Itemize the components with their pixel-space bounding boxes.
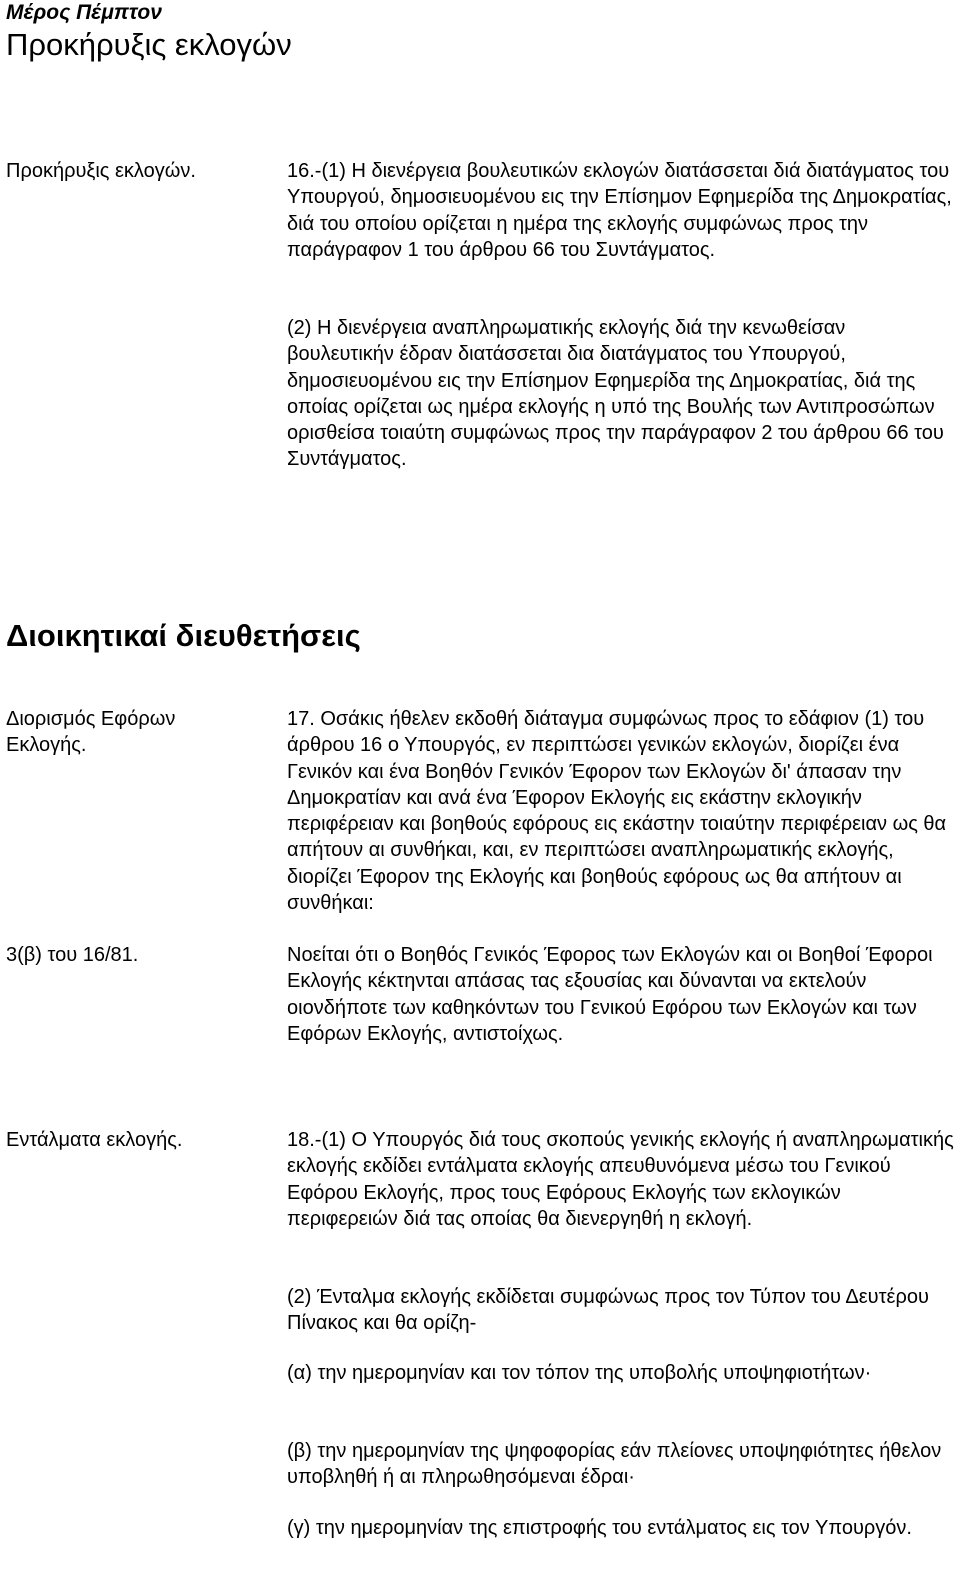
part-label: Μέρος Πέμπτον <box>6 1 162 24</box>
paragraph-s16-2: (2) Η διενέργεια αναπληρωματικής εκλογής διά την κενωθείσαν βουλευτικήν έδραν διατάσσεται δια διατάγματος του Υπουργού, δημοσιευομένου εις την Επίσημον Εφημερίδα της Δημοκρατίας, διά της οποίας ορίζεται ως ημέρα εκλογής η υπό της Βουλής των Αντιπροσώπων ορισθείσα τοιαύτη συμφώνως προς την παράγραφον 2 του άρθρου 66 του Συντάγματος. <box>287 317 944 471</box>
list-item-s18-a: (α) την ημερομηνίαν και τον τόπον της υποβολής υποψηφιοτήτων· <box>287 1362 872 1384</box>
paragraph-s18-1: 18.-(1) Ο Υπουργός διά τους σκοπούς γενικής εκλογής ή αναπληρωματικής εκλογής εκδίδει εντάλματα εκλογής απευθυνόμενα μέσω του Γενικού Εφόρου Εκλογής, προς τους Εφόρους Εκλογής των εκλογικών περιφερειών διά τας οποίας θα διενεργηθή η εκλογή. <box>287 1129 954 1230</box>
paragraph-s18-2: (2) Ένταλμα εκλογής εκδίδεται συμφώνως προς τον Τύπον του Δευτέρου Πίνακος και θα ορίζη- <box>287 1286 929 1335</box>
margin-note-s17: Διορισμός Εφόρων Εκλογής. <box>6 708 176 757</box>
list-item-s18-c: (γ) την ημερομηνίαν της επιστροφής του εντάλματος εις τον Υπουργόν. <box>287 1517 912 1539</box>
section-heading-admin: Διοικητικαί διευθετήσεις <box>6 618 361 653</box>
amendment-note-s17: 3(β) του 16/81. <box>6 944 139 966</box>
paragraph-s17-2: Νοείται ότι ο Βοηθός Γενικός Έφορος των Εκλογών και οι Βοηθοί Έφοροι Εκλογής κέκτηνται απάσας τας εξουσίας και δύνανται να εκτελούν οιονδήποτε των καθηκόντων του Γενικού Εφόρου των Εκλογών και των Εφόρων Εκλογής, αντιστοίχως. <box>287 944 933 1045</box>
paragraph-s16-1: 16.-(1) Η διενέργεια βουλευτικών εκλογών διατάσσεται διά διατάγματος του Υπουργού, δημοσιευομένου εις την Επίσημον Εφημερίδα της Δημοκρατίας, διά του οποίου ορίζεται η ημέρα της εκλογής συμφώνως προς την παράγραφον 1 του άρθρου 66 του Συντάγματος. <box>287 160 952 261</box>
part-title: Προκήρυξις εκλογών <box>6 27 292 62</box>
paragraph-s17-1: 17. Οσάκις ήθελεν εκδοθή διάταγμα συμφώνως προς το εδάφιον (1) του άρθρου 16 ο Υπουργός, εν περιπτώσει γενικών εκλογών, διορίζει ένα Γενικόν και ένα Βοηθόν Γενικόν Έφορον των Εκλογών δι' άπασαν την Δημοκρατίαν και ανά ένα Έφορον Εκλογής εις εκάστην εκλογικήν περιφέρειαν και βοηθούς εφόρους εις εκάστην τοιαύτην περιφέρειαν ως θα απήτουν αι συνθήκαι, και, εν περιπτώσει αναπληρωματικής εκλογής, διορίζει Έφορον της Εκλογής και βοηθούς εφόρους ως θα απήτουν αι συνθήκαι: <box>287 708 947 915</box>
margin-note-s18: Εντάλματα εκλογής. <box>6 1129 183 1151</box>
margin-note-s16: Προκήρυξις εκλογών. <box>6 160 196 182</box>
list-item-s18-b: (β) την ημερομηνίαν της ψηφοφορίας εάν πλείονες υποψηφιότητες ήθελον υποβληθή ή αι πληρωθησόμεναι έδραι· <box>287 1440 942 1489</box>
